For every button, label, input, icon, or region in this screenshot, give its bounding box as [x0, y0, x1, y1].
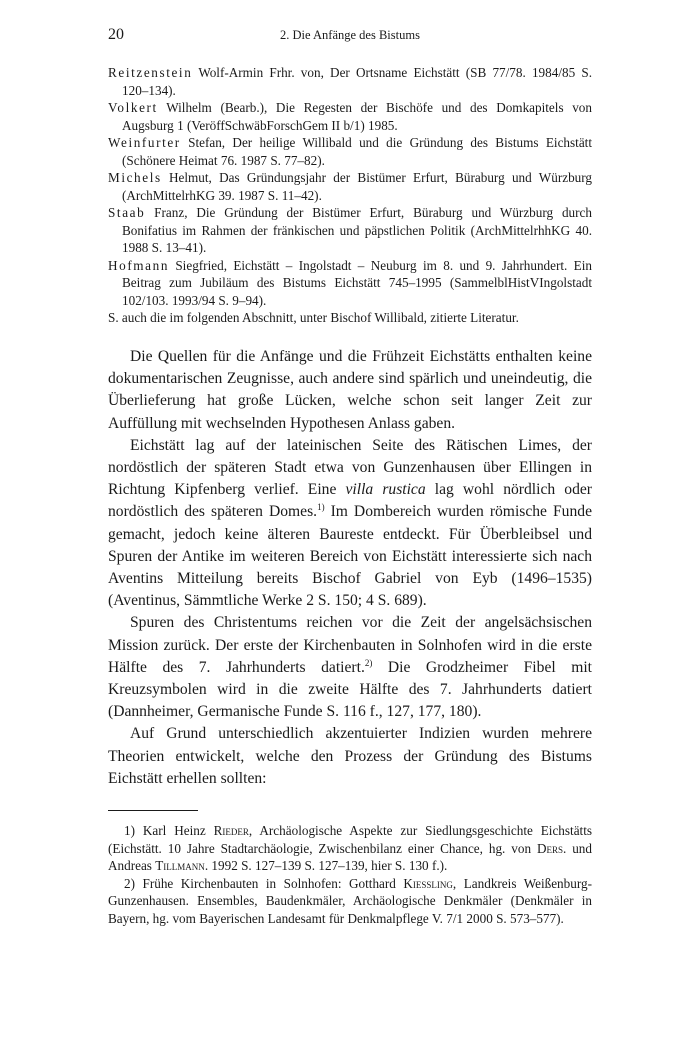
page-number: 20: [108, 26, 124, 43]
bibliography-author: Volkert: [108, 100, 158, 115]
paragraph-2: [108, 435, 592, 613]
bibliography-author: Reitzenstein: [108, 65, 193, 80]
bibliography-author: Weinfurter: [108, 135, 181, 150]
paragraph-text: lag wohl nördlich oder nordöstlich des späteren Domes.: [108, 481, 592, 521]
bibliography-text: Siegfried, Eichstätt – Ingolstadt – Neuburg im 8. und 9. Jahrhundert. Ein Beitrag zum Jubiläum des Bistums Eichstätt 745–1995 (SammelblHistVIngolstadt 102/103. 1993/94 S. 9–94).: [122, 257, 592, 308]
footnote-reference[interactable]: 1): [317, 502, 325, 513]
paragraph-text: Eichstätt lag auf der lateinischen Seite des Rätischen Limes, der nordöstlich der späteren Stadt etwa von Gunzenhausen über Ellingen in Richtung Kipfenberg verlief. Eine: [108, 436, 592, 499]
bibliography-entry: [108, 134, 592, 169]
footnote-marker: 2): [124, 875, 135, 891]
bibliography-text: Wilhelm (Bearb.), Die Regesten der Bischöfe und des Domkapitels von Augsburg 1 (VeröffSchwäbForschGem II b/1) 1985.: [122, 100, 592, 133]
bibliography-text: Stefan, Der heilige Willibald und die Gründung des Bistums Eichstätt (Schönere Heimat 76. 1987 S. 77–82).: [122, 135, 592, 168]
footnote-text: , Landkreis Weißenburg-Gunzenhausen. Ensembles, Baudenkmäler, Archäologische Denkmäler (Denkmäler in Bayern, hg. vom Bayerischen Landesamt für Denkmalpflege V. 7/1 2000 S. 573–577).: [108, 875, 592, 926]
author-name: Kiessling: [403, 875, 453, 891]
bibliography-entry: [108, 204, 592, 257]
bibliography-note: [108, 309, 592, 327]
footnote-marker: 1): [124, 823, 135, 838]
footnote-text: . 1992 S. 127–139 S. 127–139, hier S. 130 f.).: [204, 858, 448, 874]
footnote-reference[interactable]: 2): [364, 657, 373, 668]
paragraph-text: Die Grodzheimer Fibel mit Kreuzsymbolen wird in die zweite Hälfte des 7. Jahrhunderts datiert (Dannheimer, Germanische Funde S. 116 f., 127, 177, 180).: [108, 658, 592, 721]
footnotes: [108, 822, 592, 928]
footnote-divider: [108, 810, 198, 811]
author-name: Ders.: [536, 840, 567, 856]
paragraph-3: [108, 612, 592, 723]
footnote-text: Frühe Kirchenbauten in Solnhofen: Gotthard: [135, 875, 404, 891]
paragraph-4: Auf Grund unterschiedlich akzentuierter Indizien wurden mehrere Theorien entwickelt, welche den Prozess der Gründung des Bistums Eichstätt erhellen sollten:: [108, 725, 592, 787]
author-name: Tillmann: [155, 858, 205, 874]
bibliography-entry: [108, 99, 592, 134]
running-title: 2. Die Anfänge des Bistums: [280, 28, 420, 42]
bibliography-author: Staab: [108, 205, 146, 220]
author-name: Rieder: [213, 823, 249, 838]
running-head: [108, 26, 592, 46]
main-text: [108, 346, 592, 790]
bibliography-list: [108, 64, 592, 327]
bibliography-entry: [108, 257, 592, 310]
bibliography-text: Wolf-Armin Frhr. von, Der Ortsname Eichstätt (SB 77/78. 1984/85 S. 120–134).: [122, 65, 592, 98]
bibliography-text: Helmut, Das Gründungsjahr der Bistümer Erfurt, Büraburg und Würzburg (ArchMittelrhKG 39. 1987 S. 11–42).: [122, 170, 592, 203]
paragraph-1: Die Quellen für die Anfänge und die Frühzeit Eichstätts enthalten keine dokumentarischen Zeugnisse, auch andere sind spärlich und uneindeutig, die Überlieferung hat große Lücken, welche schon seit langer Zeit zur Auffüllung mit wechselnden Hypothesen Anlass gaben.: [108, 348, 592, 432]
footnote-text: und Andreas: [108, 840, 592, 874]
footnote-2: [108, 875, 592, 928]
footnote-text: Karl Heinz: [135, 823, 214, 838]
footnote-1: [108, 822, 592, 875]
bibliography-text: Franz, Die Gründung der Bistümer Erfurt, Büraburg und Würzburg durch Bonifatius im Rahmen der fränkischen und päpstlichen Politik (ArchMittelrhhKG 40. 1988 S. 13–41).: [122, 205, 592, 255]
footnote-text: , Archäologische Aspekte zur Siedlungsgeschichte Eichstätts (Eichstätt. 10 Jahre Stadtarchäologie, Zwischenbilanz einer Chance, hg. von: [108, 823, 593, 856]
bibliography-entry: [108, 64, 592, 99]
bibliography-entry: [108, 169, 592, 204]
paragraph-text: Spuren des Christentums reichen vor die Zeit der angelsächsischen Mission zurück. Der erste der Kirchenbauten in Solnhofen wird in die erste Hälfte des 7. Jahrhunderts datiert.: [108, 614, 592, 676]
paragraph-text: Im Dombereich wurden römische Funde gemacht, jedoch keine älteren Baureste entdeckt. Für Überbleibsel und Spuren der Antike im weiteren Bereich von Eichstätt interessierte sich nach Aventins Mitteilung bereits Bischof Gabriel von Eyb (1496–1535) (Aventinus, Sämmtliche Werke 2 S. 150; 4 S. 689).: [108, 503, 592, 610]
bibliography-author: Hofmann: [108, 257, 170, 273]
bibliography-author: Michels: [108, 170, 162, 185]
bibliography-text: S. auch die im folgenden Abschnitt, unter Bischof Willibald, zitierte Literatur.: [108, 310, 519, 325]
emphasized-term: villa rustica: [345, 481, 426, 499]
